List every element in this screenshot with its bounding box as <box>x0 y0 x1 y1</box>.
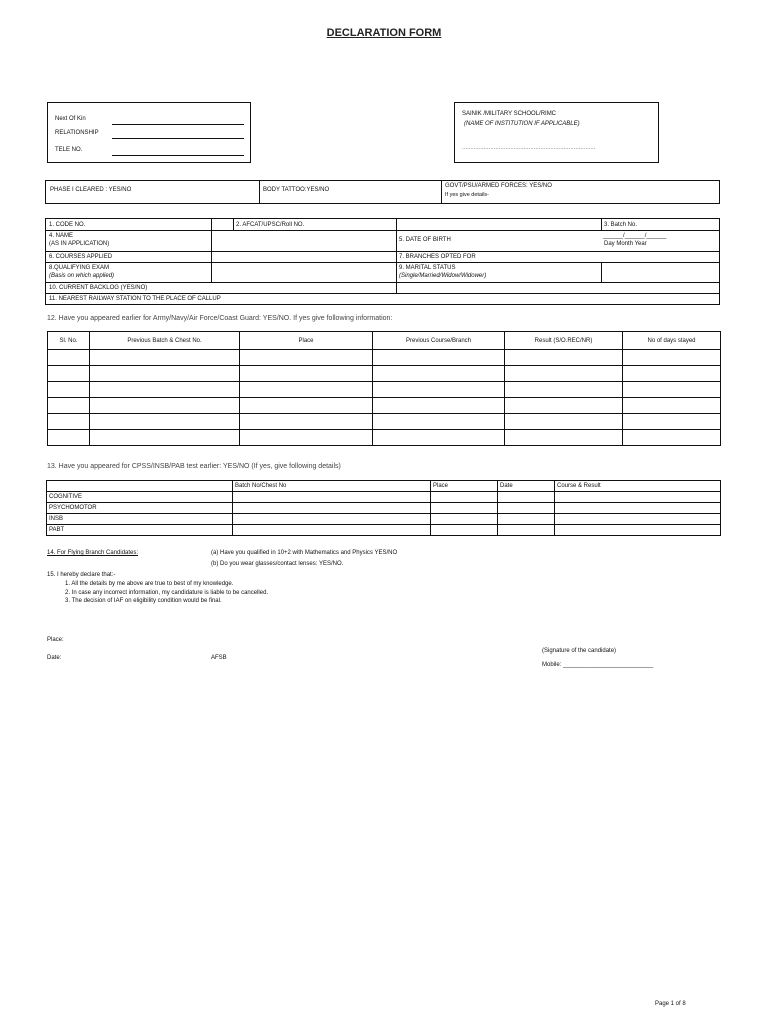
backlog-label: 10. CURRENT BACKLOG (YES/NO) <box>49 285 148 291</box>
row-label: PSYCHOMOTOR <box>47 503 233 514</box>
table-row[interactable] <box>48 366 721 382</box>
table-header: Place <box>240 332 373 350</box>
table-header: Date <box>498 481 555 492</box>
table-row[interactable] <box>47 525 721 536</box>
table-header: Course & Result <box>555 481 721 492</box>
batch-no-label: 3. Batch No. <box>604 222 638 228</box>
details-grid <box>45 218 720 305</box>
phase-row <box>45 180 720 204</box>
tele-no-label: TELE NO. <box>55 147 83 153</box>
table-header: Batch No/Chest No <box>233 481 431 492</box>
table-header-row <box>48 332 721 350</box>
railway-label: 11. NEAREST RAILWAY STATION TO THE PLACE OF CALLUP <box>49 296 221 302</box>
tele-no-field[interactable] <box>112 155 244 156</box>
table-header: Place <box>431 481 498 492</box>
table-row[interactable] <box>48 414 721 430</box>
dob-field[interactable]: ______/______/______ <box>603 233 667 239</box>
institution-label: SAINIK /MILITARY SCHOOL/RIMC <box>462 111 557 117</box>
name-sub-label: (AS IN APPLICATION) <box>49 241 110 247</box>
institution-sub-label: (NAME OF INSTITUTION IF APPLICABLE) <box>464 121 580 127</box>
relationship-field[interactable] <box>112 138 244 139</box>
courses-label: 6. COURSES APPLIED <box>49 254 113 260</box>
table-row[interactable] <box>47 514 721 525</box>
row-label: INSB <box>47 514 233 525</box>
table-row[interactable] <box>48 382 721 398</box>
next-of-kin-box <box>47 102 251 163</box>
page-title: DECLARATION FORM <box>326 27 442 39</box>
table-header: Previous Batch & Chest No. <box>90 332 240 350</box>
cpss-table <box>46 480 721 536</box>
table-row[interactable] <box>48 350 721 366</box>
relationship-label: RELATIONSHIP <box>55 130 99 136</box>
institution-field[interactable]: ................................................................................ <box>462 145 596 151</box>
table-header: Previous Course/Branch <box>373 332 505 350</box>
table-header: Sl. No. <box>48 332 90 350</box>
institution-box <box>454 102 659 163</box>
table-row[interactable] <box>48 398 721 414</box>
table-row[interactable] <box>48 430 721 446</box>
question-14a: (a) Have you qualified in 10+2 with Mathematics and Physics YES/NO <box>211 550 398 556</box>
row-label: PABT <box>47 525 233 536</box>
declaration-item: 3. The decision of IAF on eligibility condition would be final. <box>65 598 222 604</box>
date-label: Date: <box>47 655 62 661</box>
question-14b: (b) Do you wear glasses/contact lenses: YES/NO. <box>211 561 344 567</box>
table-row[interactable] <box>47 492 721 503</box>
code-no-label: 1. CODE NO. <box>49 222 86 228</box>
table-header <box>47 481 233 492</box>
govt-label: GOVT/PSU/ARMED FORCES: YES/NO <box>445 183 552 189</box>
qualifying-sub-label: (Basis on which applied) <box>49 273 115 279</box>
previous-attempts-table <box>47 331 721 446</box>
dob-format-label: Day Month Year <box>604 241 647 247</box>
afcat-label: 2. AFCAT/UPSC/Roll NO. <box>236 222 305 228</box>
next-of-kin-field[interactable] <box>112 124 244 125</box>
question-14-text: 14. For Flying Branch Candidates: <box>47 550 139 556</box>
question-14-label <box>47 550 138 556</box>
declaration-item: 2. In case any incorrect information, my candidature is liable to be cancelled. <box>65 590 269 596</box>
question-13: 13. Have you appeared for CPSS/INSB/PAB test earlier: YES/NO (If yes, give following details) <box>47 463 341 470</box>
body-tattoo-label: BODY TATTOO:YES/NO <box>263 187 330 193</box>
name-label: 4. NAME <box>49 233 74 239</box>
marital-label: 9. MARITAL STATUS <box>399 265 456 271</box>
page-number: Page 1 of 8 <box>655 1001 686 1007</box>
table-header-row <box>47 481 721 492</box>
question-15-label: 15. I hereby declare that:- <box>47 572 116 578</box>
qualifying-label: 8.QUALIFYING EXAM <box>49 265 110 271</box>
phase-cleared-label: PHASE I CLEARED : YES/NO <box>50 187 132 193</box>
row-label: COGNITIVE <box>47 492 233 503</box>
question-12: 12. Have you appeared earlier for Army/Navy/Air Force/Coast Guard: YES/NO. If yes give following information: <box>47 315 393 322</box>
branches-label: 7. BRANCHES OPTED FOR <box>399 254 476 260</box>
mobile-field[interactable]: Mobile: ___________________________ <box>542 662 654 668</box>
table-header: Result (S/O.REC/NR) <box>505 332 623 350</box>
marital-sub-label: (Single/Married/Widow/Widower) <box>399 273 487 279</box>
signature-label: (Signature of the candidate) <box>542 648 617 654</box>
table-row[interactable] <box>47 503 721 514</box>
afsb-label: AFSB <box>211 655 227 661</box>
table-header: No of days stayed <box>623 332 721 350</box>
declaration-item: 1. All the details by me above are true to best of my knowledge. <box>65 581 234 587</box>
next-of-kin-label: Next Of Kin <box>55 116 86 122</box>
dob-label: 5. DATE OF BIRTH <box>399 237 451 243</box>
govt-sub-label: If yes give details- <box>445 192 490 198</box>
place-label: Place: <box>47 637 64 643</box>
